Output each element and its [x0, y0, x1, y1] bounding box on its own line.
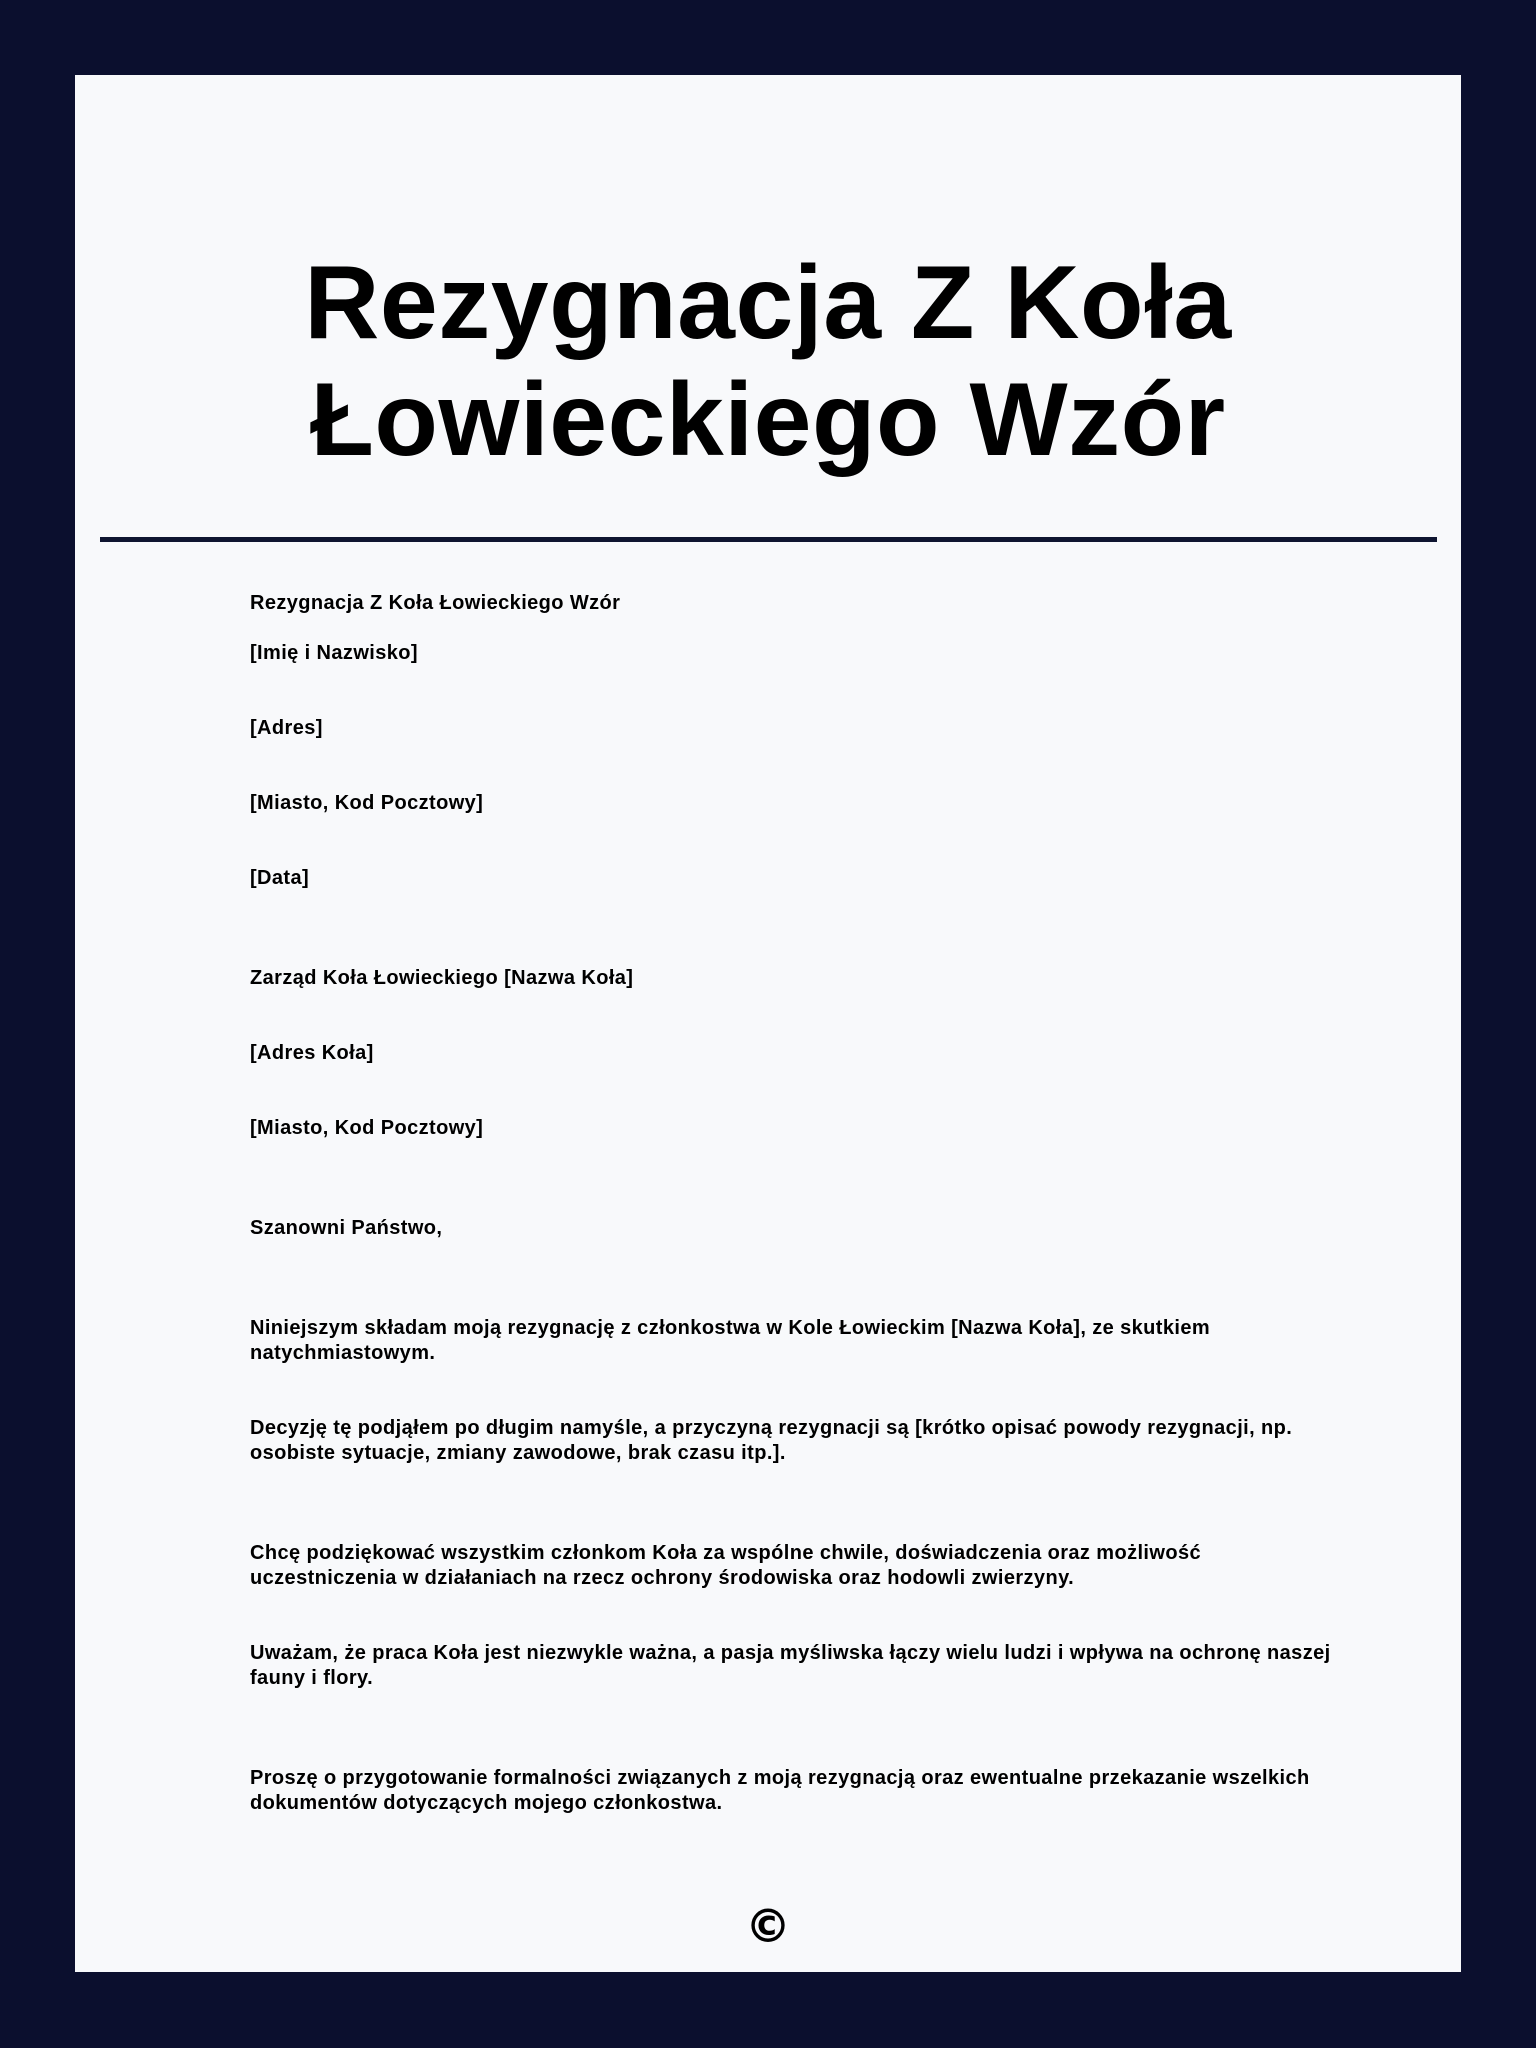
sender-date: [Data]: [250, 867, 310, 889]
copyright-icon: ©: [745, 1899, 791, 1953]
sender-city: [Miasto, Kod Pocztowy]: [250, 792, 484, 814]
paragraph-2: Decyzję tę podjąłem po długim namyśle, a przyczyną rezygnacji są [krótko opisać powody rezygnacji, np. osobiste sytuacje, zmiany zawodowe, brak czasu itp.].: [250, 1417, 1293, 1464]
recipient-name: Zarząd Koła Łowieckiego [Nazwa Koła]: [250, 967, 634, 989]
paragraph-1: Niniejszym składam moją rezygnację z członkostwa w Kole Łowieckim [Nazwa Koła], ze skutkiem natychmiastowym.: [250, 1317, 1211, 1364]
salutation: Szanowni Państwo,: [250, 1217, 443, 1239]
title-line-1: Rezygnacja Z Koła: [304, 245, 1232, 361]
paragraph-4: Uważam, że praca Koła jest niezwykle ważna, a pasja myśliwska łączy wielu ludzi i wpływa na ochronę naszej fauny i flory.: [250, 1642, 1331, 1689]
document-title: [75, 245, 1461, 479]
paragraph-3: Chcę podziękować wszystkim członkom Koła za wspólne chwile, doświadczenia oraz możliwość uczestniczenia w działaniach na rzecz ochrony środowiska oraz hodowli zwierzyny.: [250, 1542, 1202, 1589]
sender-address: [Adres]: [250, 717, 323, 739]
recipient-city: [Miasto, Kod Pocztowy]: [250, 1117, 484, 1139]
title-line-2: Łowieckiego Wzór: [310, 362, 1226, 478]
paragraph-5: Proszę o przygotowanie formalności związanych z moją rezygnacją oraz ewentualne przekazanie wszelkich dokumentów dotyczących mojego członkostwa.: [250, 1767, 1310, 1814]
title-divider: [100, 537, 1437, 542]
document-subtitle: Rezygnacja Z Koła Łowieckiego Wzór: [250, 592, 621, 614]
sender-name: [Imię i Nazwisko]: [250, 642, 418, 664]
recipient-address: [Adres Koła]: [250, 1042, 374, 1064]
document-page: [75, 75, 1461, 1972]
